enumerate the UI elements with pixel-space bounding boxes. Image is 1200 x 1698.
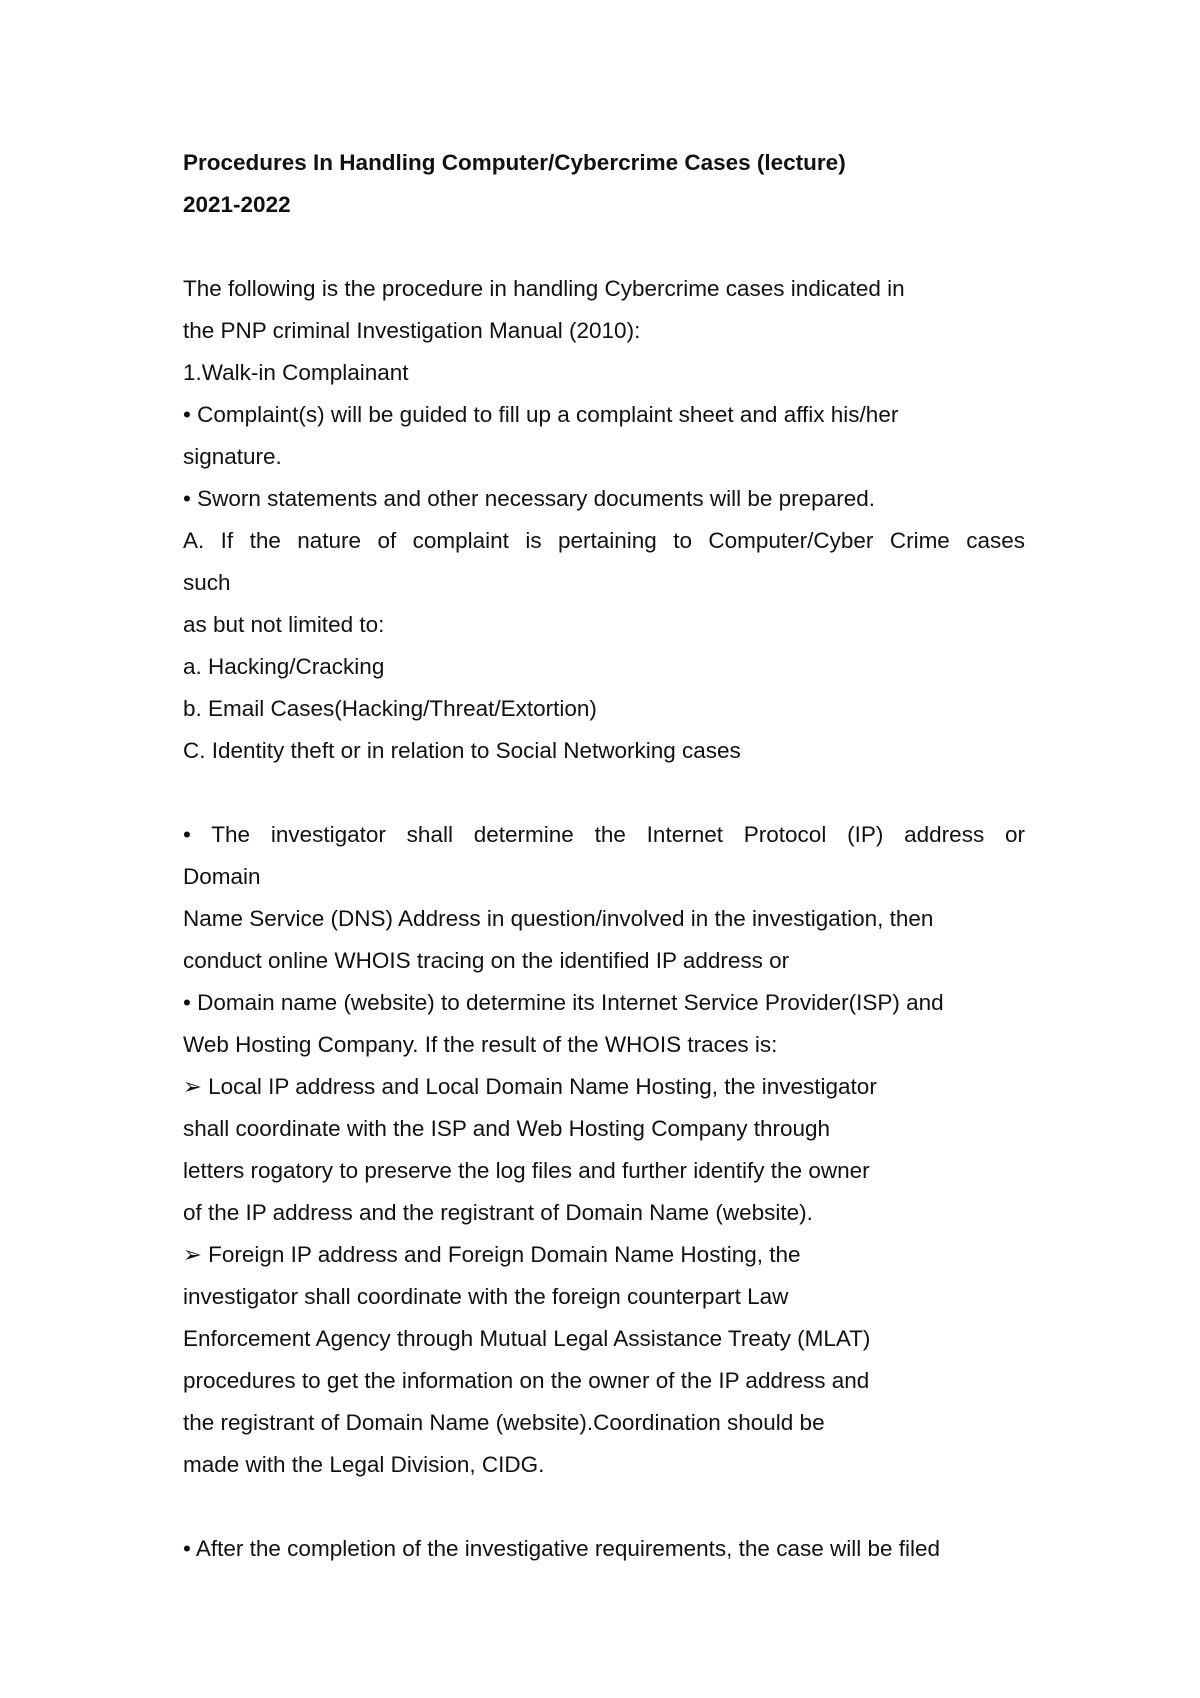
local-line-3: letters rogatory to preserve the log files and further identify the owner bbox=[183, 1158, 870, 1183]
intro-line-2: the PNP criminal Investigation Manual (2010): bbox=[183, 318, 641, 343]
bullet-complaint-line-2: signature. bbox=[183, 444, 282, 469]
foreign-line-6: made with the Legal Division, CIDG. bbox=[183, 1452, 545, 1477]
foreign-line-1: ➢ Foreign IP address and Foreign Domain Name Hosting, the bbox=[183, 1242, 801, 1267]
foreign-line-4: procedures to get the information on the owner of the IP address and bbox=[183, 1368, 870, 1393]
list-item-a: a. Hacking/Cracking bbox=[183, 654, 385, 679]
local-line-2: shall coordinate with the ISP and Web Hosting Company through bbox=[183, 1116, 831, 1141]
local-line-1: ➢ Local IP address and Local Domain Name Hosting, the investigator bbox=[183, 1074, 877, 1099]
domain-line-2: Web Hosting Company. If the result of the WHOIS traces is: bbox=[183, 1032, 778, 1057]
spacer bbox=[183, 226, 1025, 268]
list-item-b: b. Email Cases(Hacking/Threat/Extortion) bbox=[183, 696, 597, 721]
document-title: Procedures In Handling Computer/Cybercrime Cases (lecture) bbox=[183, 150, 846, 175]
foreign-line-5: the registrant of Domain Name (website).Coordination should be bbox=[183, 1410, 825, 1435]
bullet-complaint-line-1: • Complaint(s) will be guided to fill up a complaint sheet and affix his/her bbox=[183, 402, 899, 427]
bullet-sworn-statements: • Sworn statements and other necessary documents will be prepared. bbox=[183, 486, 875, 511]
para-a-line-2: such bbox=[183, 570, 231, 595]
after-completion-line: • After the completion of the investigative requirements, the case will be filed bbox=[183, 1536, 941, 1561]
investigator-line-3: Name Service (DNS) Address in question/involved in the investigation, then bbox=[183, 906, 934, 931]
intro-line-1: The following is the procedure in handling Cybercrime cases indicated in bbox=[183, 276, 905, 301]
foreign-line-3: Enforcement Agency through Mutual Legal Assistance Treaty (MLAT) bbox=[183, 1326, 871, 1351]
local-line-4: of the IP address and the registrant of Domain Name (website). bbox=[183, 1200, 813, 1225]
document-page bbox=[183, 142, 1025, 1570]
step-1-heading: 1.Walk-in Complainant bbox=[183, 360, 409, 385]
investigator-line-1: • The investigator shall determine the Internet Protocol (IP) address or bbox=[183, 822, 1025, 847]
investigator-line-4: conduct online WHOIS tracing on the identified IP address or bbox=[183, 948, 790, 973]
spacer bbox=[183, 1486, 1025, 1528]
domain-line-1: • Domain name (website) to determine its Internet Service Provider(ISP) and bbox=[183, 990, 944, 1015]
list-item-c: C. Identity theft or in relation to Social Networking cases bbox=[183, 738, 741, 763]
foreign-line-2: investigator shall coordinate with the foreign counterpart Law bbox=[183, 1284, 789, 1309]
investigator-line-2: Domain bbox=[183, 864, 261, 889]
spacer bbox=[183, 772, 1025, 814]
para-a-line-1: A. If the nature of complaint is pertaining to Computer/Cyber Crime cases bbox=[183, 528, 1025, 553]
para-a-line-3: as but not limited to: bbox=[183, 612, 385, 637]
document-year: 2021-2022 bbox=[183, 192, 291, 217]
